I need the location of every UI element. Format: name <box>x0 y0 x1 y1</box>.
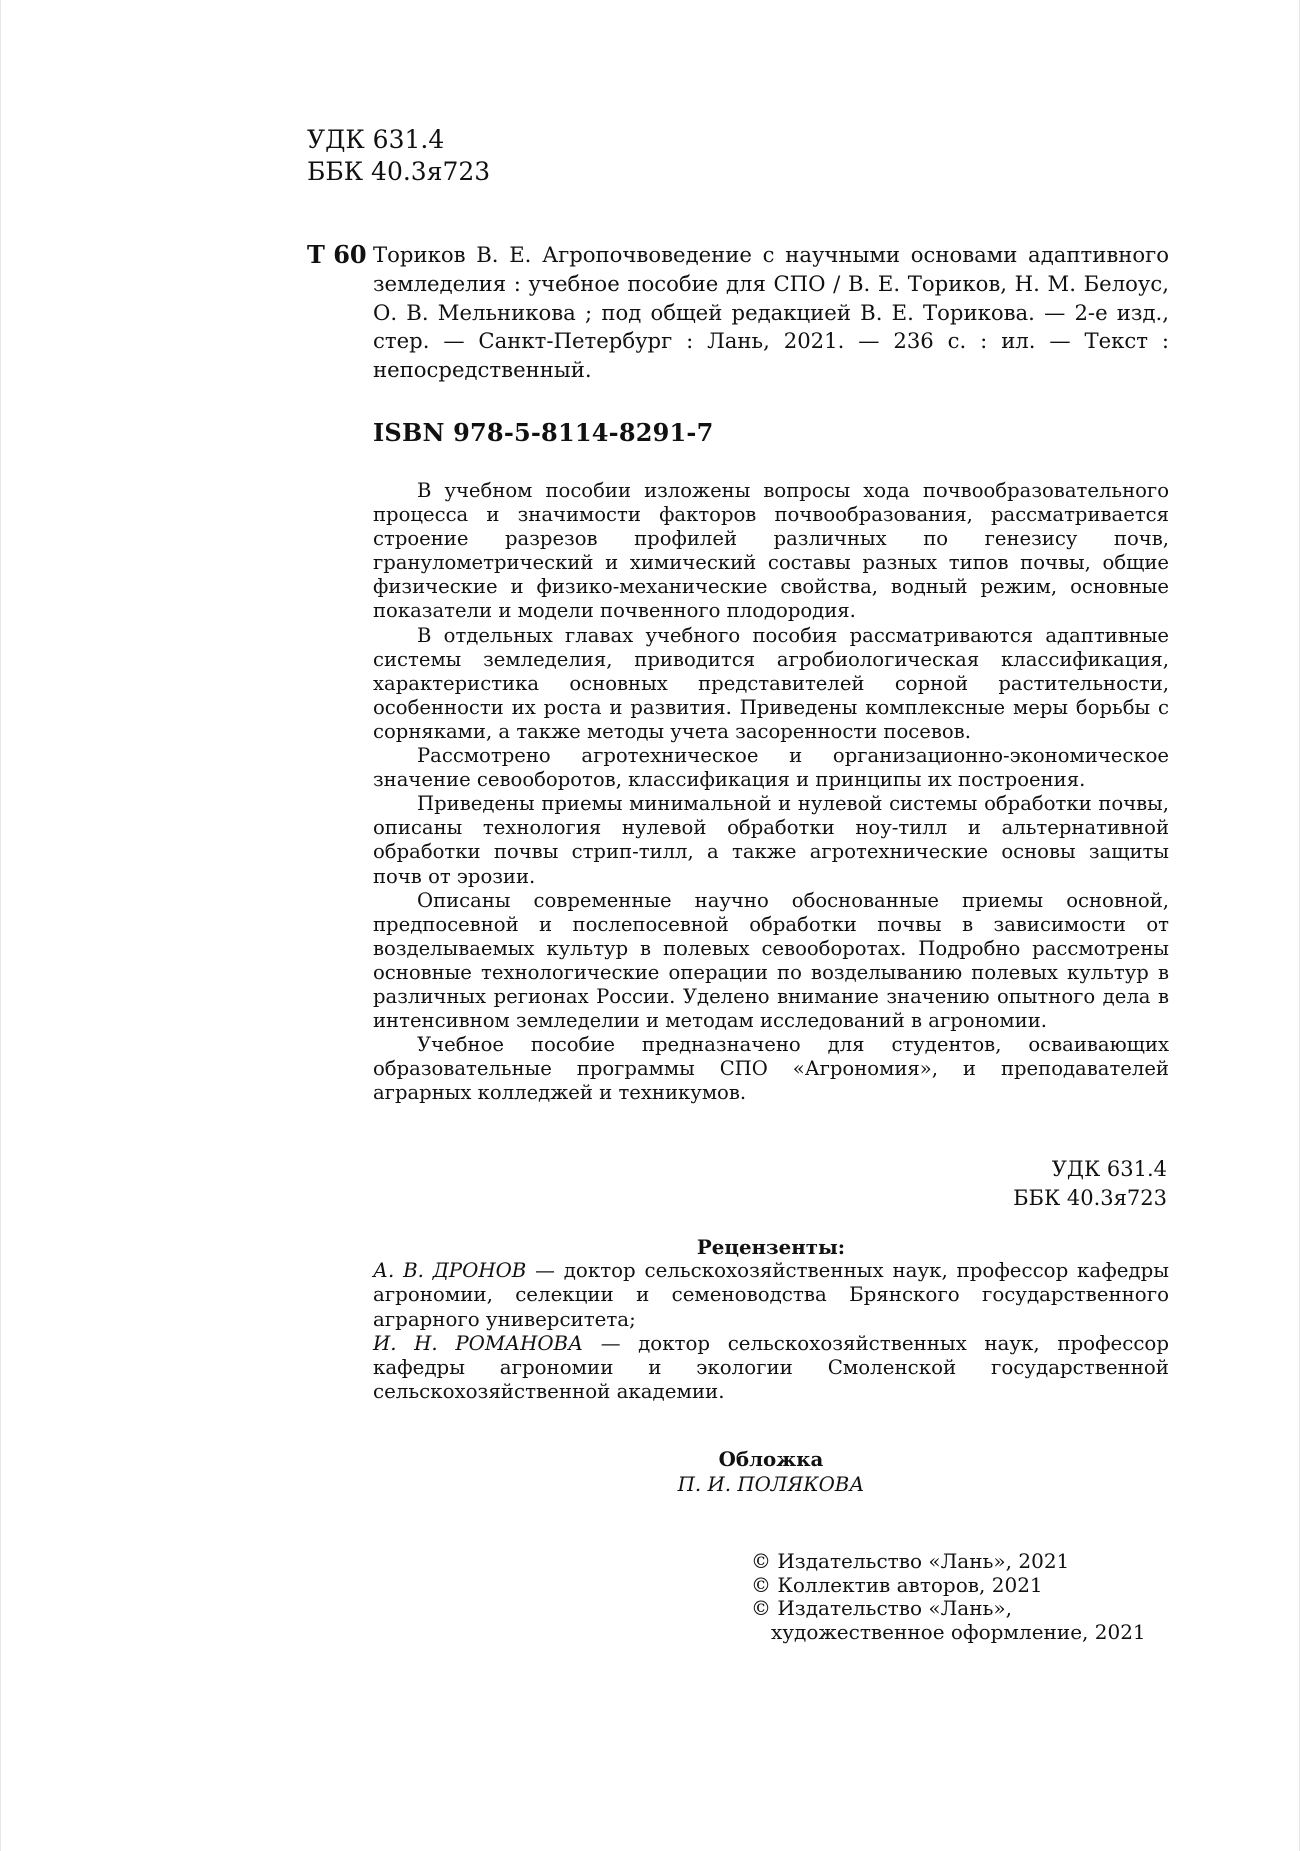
reviewer-name: И. Н. РОМАНОВА <box>373 1331 584 1355</box>
bibliographic-record-text: Ториков В. Е. Агропочвоведение с научными основами адаптивного земледелия : учебное пособие для СПО / В. Е. Ториков, Н. М. Белоус, О. В. Мельникова ; под общей редакцией В. Е. Торикова. — 2-е изд., стер. — Санкт-Петербург : Лань, 2021. — 236 с. : ил. — Текст : непосредственный. <box>373 242 1169 383</box>
reviewer-entry <box>373 1259 1169 1332</box>
cover-label: Обложка <box>718 1447 824 1471</box>
reviewers <box>373 1235 1169 1404</box>
classification-codes-top <box>307 124 490 188</box>
classification-codes-bottom <box>1013 1155 1167 1213</box>
copyright-line: © Коллектив авторов, 2021 <box>751 1572 1043 1597</box>
bbk-code: ББК 40.3я723 <box>1013 1186 1167 1210</box>
reviewer-description: — доктор сельскохозяйственных наук, профессор кафедры агрономии, селекции и семеноводства Брянского государственного аграрного университета; <box>373 1259 1169 1331</box>
reviewers-heading: Рецензенты: <box>696 1235 846 1259</box>
bibliographic-record <box>373 241 1169 385</box>
copyright-line: © Издательство «Лань», 2021 <box>751 1549 1070 1573</box>
abstract-paragraph: Описаны современные научно обоснованные приемы основной, предпосевной и послепосевной обработки почвы в зависимости от возделываемых культур в полевых севооборотах. Подробно рассмотрены основные технологические операции по возделыванию полевых культур в различных регионах России. Уделено внимание значению опытного дела в интенсивном земледелии и методам исследований в агрономии. <box>373 888 1169 1033</box>
reviewer-entry <box>373 1332 1169 1405</box>
isbn: ISBN 978-5-8114-8291-7 <box>373 418 714 447</box>
bbk-code: ББК 40.3я723 <box>307 157 491 186</box>
reviewer-description: — доктор сельскохозяйственных наук, профессор кафедры агрономии и экологии Смоленской государственной сельскохозяйственной академии. <box>373 1331 1169 1404</box>
abstract-paragraph: Приведены приемы минимальной и нулевой системы обработки почвы, описаны технология нулевой обработки ноу-тилл и альтернативной обработки почвы стрип-тилл, а также агротехнические основы защиты почв от эрозии. <box>373 792 1169 888</box>
author-sign: Т 60 <box>307 240 367 269</box>
udk-code: УДК 631.4 <box>1051 1157 1167 1181</box>
abstract-paragraph: Рассмотрено агротехническое и организационно-экономическое значение севооборотов, классификация и принципы их построения. <box>373 744 1169 792</box>
abstract <box>373 479 1169 1105</box>
copyright-line: © Издательство «Лань», <box>751 1596 1013 1620</box>
abstract-paragraph: В отдельных главах учебного пособия рассматриваются адаптивные системы земледелия, приводится агробиологическая классификация, характеристика основных представителей сорной растительности, особенности их роста и развития. Приведены комплексные меры борьбы с сорняками, а также методы учета засоренности посевов. <box>373 623 1169 743</box>
abstract-paragraph: В учебном пособии изложены вопросы хода почвообразовательного процесса и значимости факторов почвообразования, рассматривается строение разрезов профилей различных по генезису почв, гранулометрический и химический составы разных типов почвы, общие физические и физико-механические свойства, водный режим, основные показатели и модели почвенного плодородия. <box>373 479 1169 623</box>
cover-credit <box>373 1447 1169 1497</box>
reviewer-name: А. В. ДРОНОВ <box>373 1259 527 1283</box>
udk-code: УДК 631.4 <box>307 125 445 154</box>
copyright-block <box>751 1550 1146 1644</box>
copyright-line: художественное оформление, 2021 <box>771 1619 1146 1644</box>
cover-artist: П. И. ПОЛЯКОВА <box>677 1473 865 1496</box>
abstract-paragraph: Учебное пособие предназначено для студентов, осваивающих образовательные программы СПО «Агрономия», и преподавателей аграрных колледжей и техникумов. <box>373 1033 1169 1105</box>
